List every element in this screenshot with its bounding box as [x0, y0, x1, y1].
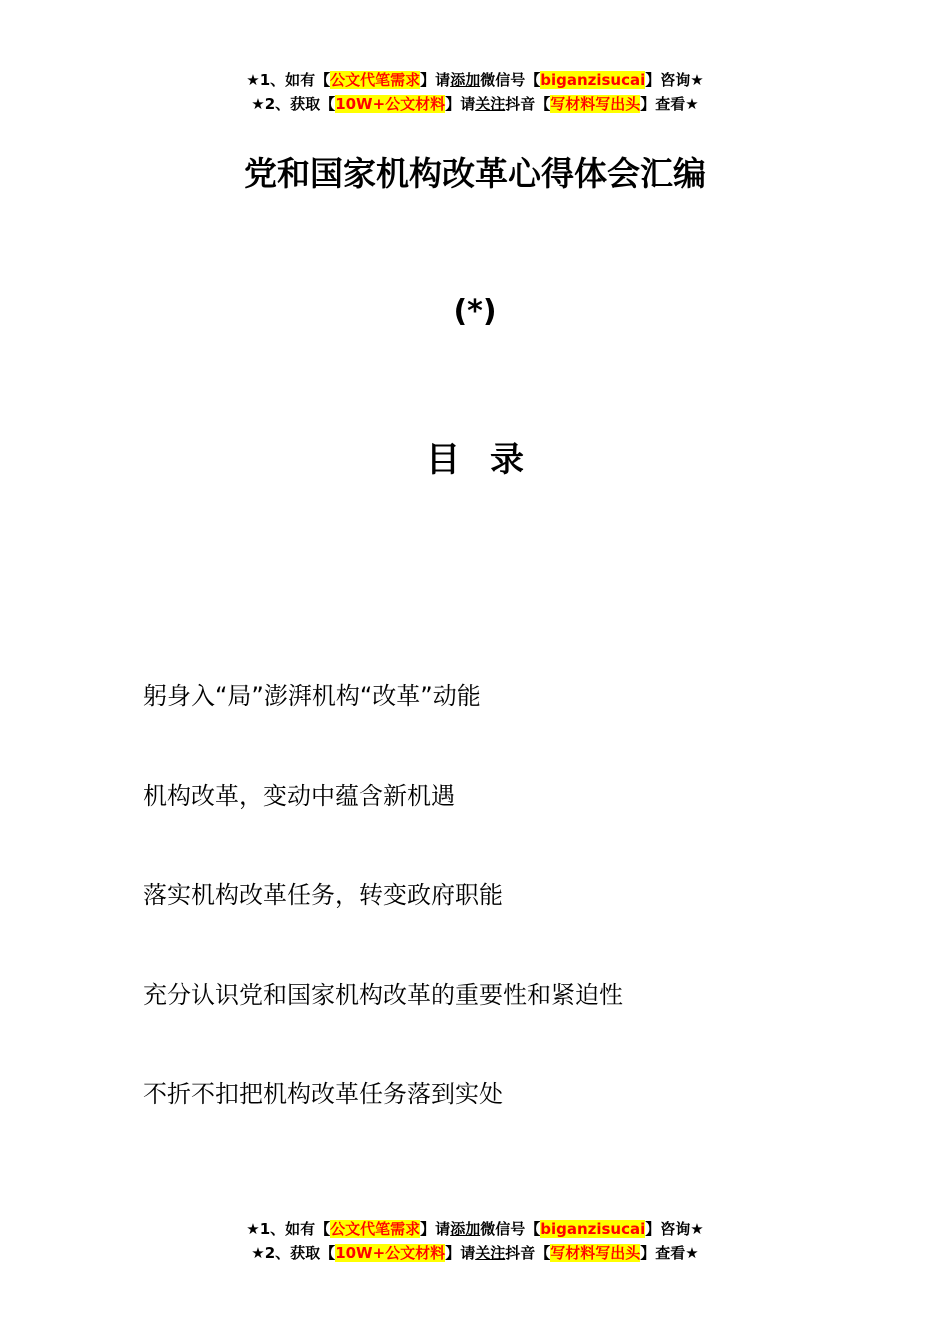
highlight-douyin-account: 写材料写出头 — [550, 1244, 641, 1262]
promo-text: 】查看★ — [640, 1244, 699, 1262]
underlined-text: 添加 — [450, 1220, 481, 1238]
underlined-text: 关注 — [475, 1244, 506, 1262]
promo-line-2 — [0, 92, 950, 116]
document-title: 党和国家机构改革心得体会汇编 — [244, 154, 706, 193]
promo-text: ★1、如有【 — [246, 71, 331, 89]
promo-text: 抖音【 — [505, 1244, 551, 1262]
document-mark: (*) — [453, 294, 497, 329]
toc-heading: 目录 — [426, 440, 554, 480]
promo-text: 】咨询★ — [645, 71, 704, 89]
highlight-materials: 10W+公文材料 — [335, 1244, 446, 1262]
toc-item[interactable]: 落实机构改革任务，转变政府职能 — [143, 881, 503, 909]
highlight-wechat-id: biganzisucai — [540, 1220, 646, 1238]
header-promo-banner — [0, 68, 950, 116]
underlined-text: 关注 — [475, 95, 506, 113]
promo-text: 微信号【 — [480, 1220, 541, 1238]
highlight-douyin-account: 写材料写出头 — [550, 95, 641, 113]
highlight-wechat-id: biganzisucai — [540, 71, 646, 89]
highlight-materials: 10W+公文材料 — [335, 95, 446, 113]
promo-line-2 — [0, 1241, 950, 1265]
promo-text: ★1、如有【 — [246, 1220, 331, 1238]
footer-promo-banner — [0, 1217, 950, 1265]
promo-text: 抖音【 — [505, 95, 551, 113]
toc-item[interactable]: 机构改革，变动中蕴含新机遇 — [143, 781, 455, 810]
promo-text: 微信号【 — [480, 71, 541, 89]
toc-item[interactable]: 不折不扣把机构改革任务落到实处 — [143, 1080, 503, 1108]
promo-text: 】请 — [420, 1220, 451, 1238]
promo-line-1 — [0, 68, 950, 92]
toc-item[interactable]: 躬身入“局”澎湃机构“改革”动能 — [143, 682, 481, 710]
promo-text: ★2、获取【 — [251, 1244, 336, 1262]
promo-text: 】请 — [420, 71, 451, 89]
promo-text: ★2、获取【 — [251, 95, 336, 113]
toc-list — [143, 676, 623, 1174]
promo-text: 】查看★ — [640, 95, 699, 113]
promo-text: 】请 — [445, 95, 476, 113]
promo-text: 】咨询★ — [645, 1220, 704, 1238]
toc-item[interactable]: 充分认识党和国家机构改革的重要性和紧迫性 — [143, 980, 623, 1009]
underlined-text: 添加 — [450, 71, 481, 89]
promo-text: 】请 — [445, 1244, 476, 1262]
promo-line-1 — [0, 1217, 950, 1241]
highlight-service: 公文代笔需求 — [330, 71, 421, 89]
highlight-service: 公文代笔需求 — [330, 1220, 421, 1238]
